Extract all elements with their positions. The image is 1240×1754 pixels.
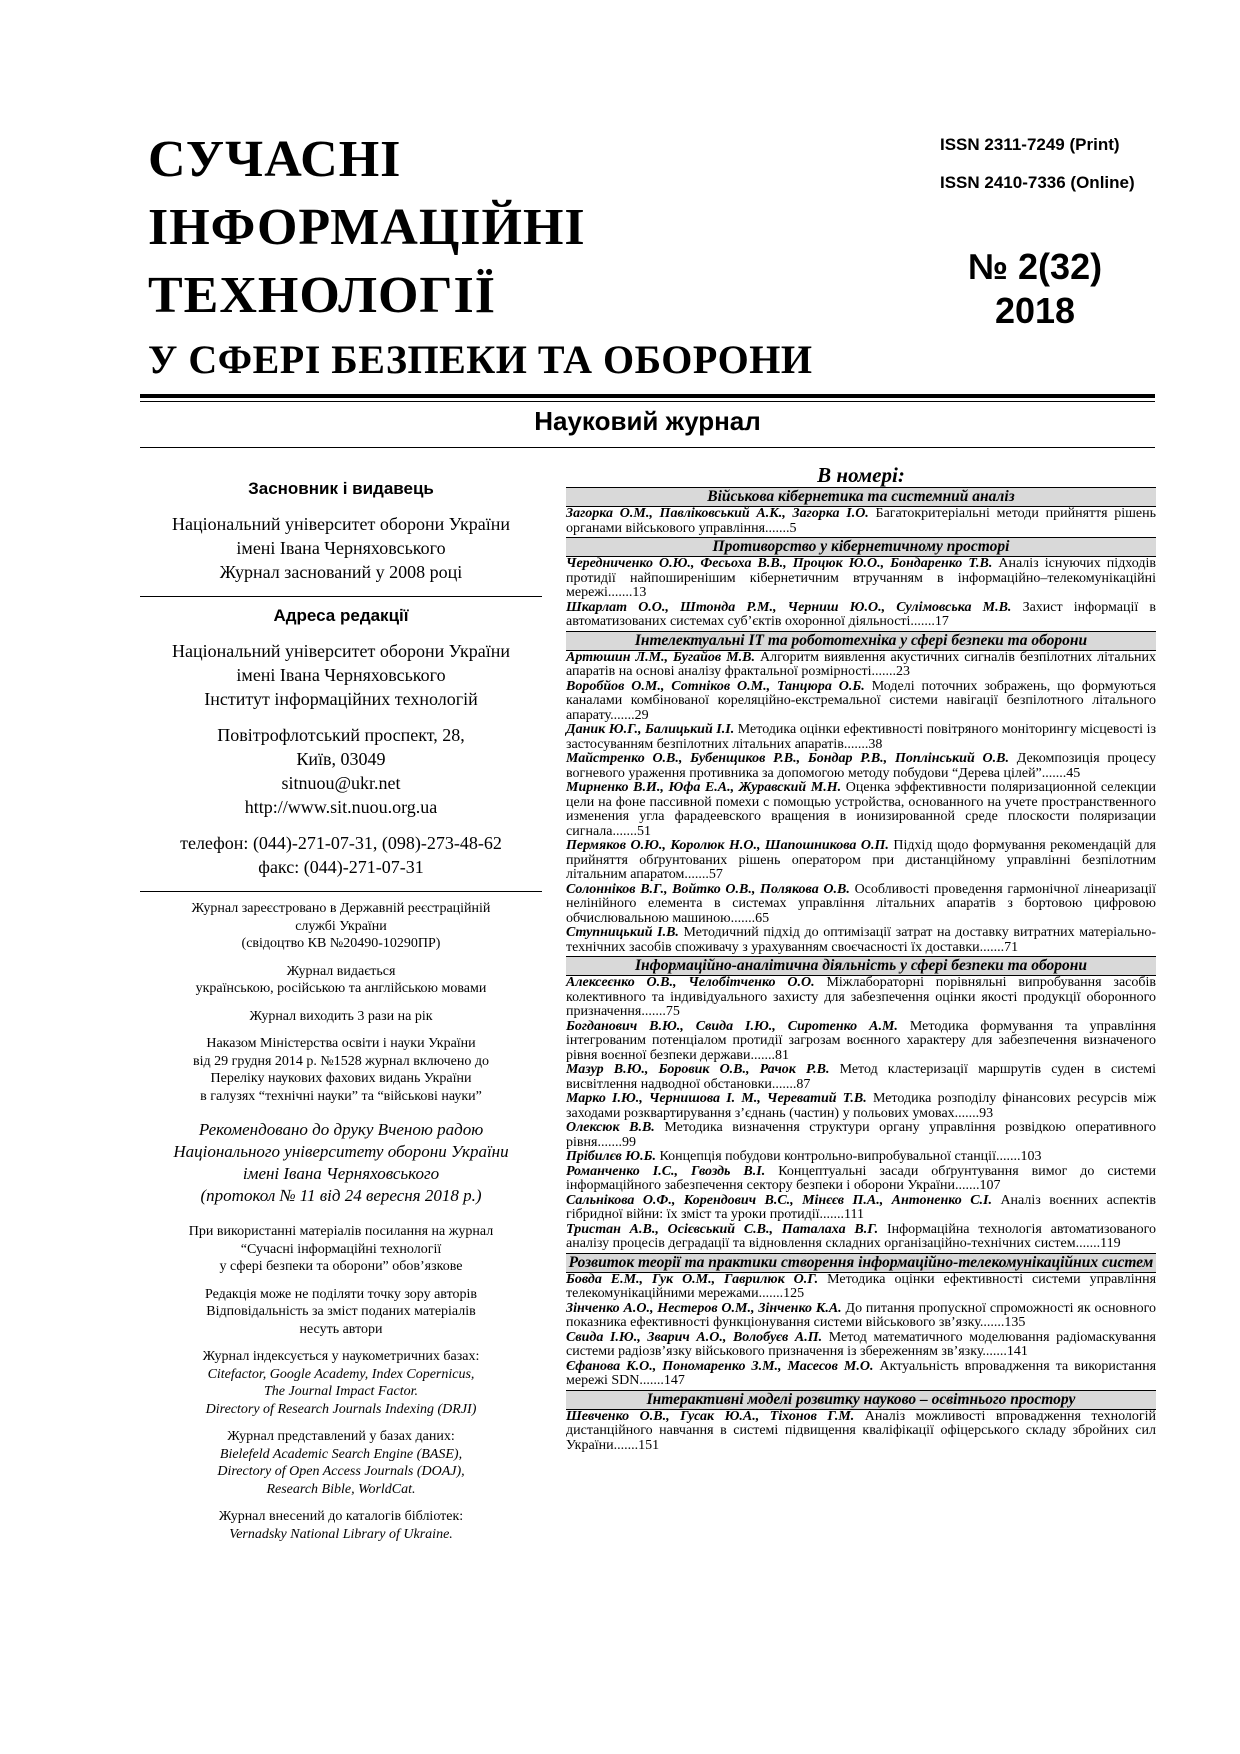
catalog-line: Vernadsky National Library of Ukraine. (229, 1526, 453, 1542)
ministry-order-line: Переліку наукових фахових видань України (210, 1071, 472, 1086)
toc-section-heading: Інформаційно-аналітична діяльність у сфері безпеки та оборони (566, 956, 1156, 976)
toc-entry-authors: Богданович В.Ю., Свида І.Ю., Сиротенко А.М. (566, 1018, 898, 1034)
journal-type-label: Науковий журнал (534, 406, 761, 436)
toc-entry[interactable] (566, 1150, 1156, 1165)
toc-entry-leader: ....... (910, 614, 935, 629)
citation-note (140, 1223, 542, 1276)
toc-entry-leader: ....... (641, 1004, 666, 1019)
toc-entry[interactable] (566, 1020, 1156, 1064)
toc-entry-title: Концептуальні засади обґрунтування вимог до системи інформаційного забезпечення сектору безпеки і оборони України (566, 1163, 1157, 1193)
toc-section-heading: Інтерактивні моделі розвитку науково – освітнього простору (566, 1390, 1156, 1410)
languages-line: Журнал видається (286, 963, 396, 979)
toc-entry-page: 75 (665, 1004, 680, 1019)
issn-print: ISSN 2311-7249 (Print) (940, 135, 1120, 154)
toc-entry-authors: Мирненко В.И., Юфа Е.А., Журавский М.Н. (566, 780, 842, 795)
recommendation-line: Національного університету оборони України (173, 1142, 509, 1161)
toc-entry-title: Метод математичного моделювання радіомаскування системи радіозв’язку військового призначення із збереженням зв’язку (566, 1329, 1156, 1359)
citation-line: у сфері безпеки та оборони” обов’язкове (219, 1259, 463, 1274)
toc-entry-page: 93 (979, 1105, 994, 1121)
toc-entry-authors: Даник Ю.Г., Балицький І.І. (566, 722, 735, 737)
toc-entry-page: 125 (783, 1286, 805, 1301)
toc-entry-page: 57 (708, 867, 723, 882)
toc-entry-leader: ....... (613, 1437, 639, 1453)
toc-entry-authors: Сальнікова О.Ф., Корендович В.С., Мінєєв П.А., Антоненко С.І. (566, 1192, 992, 1208)
toc-entry-page: 103 (1020, 1149, 1042, 1164)
toc-entry-leader: ....... (954, 1105, 980, 1121)
toc-entry[interactable] (566, 883, 1156, 927)
toc-entry-leader: ....... (765, 520, 790, 536)
indexing-line: Citefactor, Google Academy, Index Copernicus, (207, 1366, 475, 1382)
toc-entry-title: Методика оцінки ефективності системи управління телекомунікаційними мережами (566, 1271, 1157, 1301)
toc-section-heading: Противорство у кібернетичному просторі (566, 537, 1156, 557)
fax-line: факс: (044)-271-07-31 (258, 857, 424, 877)
toc-entry-title: Оценка эффективности поляризационной селекции цели на фоне пассивной помехи с помощью устройства, основанного на учете пространственного изменения угла фарадеевского вращения в ионизированной среде плоскости поляризации сигнала (566, 780, 1157, 839)
registration-note (140, 900, 542, 953)
toc-entry-title: Особливості проведення гармонічної лінеаризації нелінійного елемента в системах управління літальних апаратів з бортовою цифровою обчислювальною машиною (566, 881, 1156, 926)
toc-entry[interactable] (566, 723, 1156, 752)
founder-heading: Засновник і видавець (248, 479, 434, 498)
databases-intro: Журнал представлений у базах даних: (227, 1429, 455, 1444)
phone-line: телефон: (044)-271-07-31, (098)-273-48-62 (180, 833, 502, 853)
founder-line: імені Івана Черняховського (236, 538, 446, 558)
toc-entry-leader: ....... (1041, 765, 1067, 781)
toc-entry-page: 87 (796, 1076, 811, 1092)
toc-entry-title: Багатокритеріальні методи прийняття рішень органами військового управління (566, 506, 1156, 536)
toc-entry-page: 5 (789, 520, 797, 536)
registration-line: службі України (295, 918, 387, 934)
toc-section-heading: Інтелектуальні ІТ та робототехніка у сфері безпеки та оборони (566, 631, 1156, 651)
toc-section-heading: Розвиток теорії та практики створення інформаційно-телекомунікаційних систем (566, 1253, 1156, 1273)
toc-entry-leader: ....... (979, 1315, 1005, 1330)
recommendation-note (140, 1119, 542, 1207)
toc-entry-title: Метод кластеризації маршрутів суден в системі висвітлення надводної обстановки (566, 1062, 1157, 1092)
catalog-intro: Журнал внесений до каталогів бібліотек: (218, 1509, 464, 1524)
ministry-order-note (140, 1035, 542, 1105)
toc-entry-leader: ....... (750, 1047, 776, 1063)
toc-entry-title: Методичний підхід до оптимізації затрат на доставку витратних матеріально-технічних засобів споживачу з урахуванням своєчасності їх доставки (566, 925, 1157, 955)
toc-entry-leader: ....... (1075, 1236, 1101, 1251)
left-divider (140, 596, 542, 597)
toc-entry-page: 38 (868, 736, 883, 752)
founder-line: Національний університет оборони України (172, 514, 510, 534)
toc-entry-leader: ....... (843, 736, 869, 752)
toc-entry-page: 135 (1004, 1315, 1026, 1330)
databases-note (140, 1428, 542, 1498)
toc-entry-title: Методика оцінки ефективності повітряного моніторингу місцевості із застосуванням безпілотних літальних апаратів (566, 722, 1156, 752)
toc-entry-title: Методика визначення структури органу управління розвідкою оперативного рівня (566, 1120, 1156, 1150)
toc-entry-authors: Майстренко О.В., Бубенщиков Р.В., Бондар Р.В., Поплінський О.В. (566, 751, 1009, 766)
email-link[interactable]: sitnuou@ukr.net (281, 773, 401, 793)
disclaimer-note (140, 1286, 542, 1339)
recommendation-line: імені Івана Черняховського (242, 1164, 440, 1183)
toc-entry-title: Інформаційна технологія автоматизованого аналізу процесів деградації та відновлення складних організаційно-технічних систем (566, 1221, 1156, 1251)
citation-line: При використанні матеріалів посилання на журнал (188, 1224, 494, 1239)
toc-entry-authors: Шкарлат О.О., Штонда Р.М., Черниш Ю.О., Сулімовська М.В. (566, 599, 1012, 615)
indexing-line: The Journal Impact Factor. (264, 1384, 418, 1399)
toc-entry-page: 65 (755, 910, 770, 926)
toc-entry-authors: Ступницький І.В. (566, 925, 679, 940)
toc-entry-authors: Алексеєнко О.В., Челобітченко О.О. (566, 975, 815, 990)
toc-entry-page: 13 (632, 585, 647, 600)
toc-entry-authors: Єфанова К.О., Пономаренко З.М., Масесов М.О. (566, 1358, 874, 1374)
toc-section-heading: Військова кібернетика та системний аналіз (566, 487, 1156, 507)
issn-block (940, 126, 1135, 202)
toc-entry[interactable] (566, 839, 1156, 883)
toc-entry-page: 107 (979, 1178, 1001, 1193)
left-column (140, 470, 542, 1553)
toc-entry-leader: ....... (982, 1344, 1007, 1359)
toc-entry[interactable] (566, 752, 1156, 781)
toc-entry-leader: ....... (979, 939, 1005, 955)
toc-entry-page: 151 (638, 1437, 660, 1453)
registration-line: (свідоцтво КВ №20490-10290ПР) (241, 936, 441, 951)
toc-entry-title: Міжлабораторні порівняльні випробування засобів колективного та індивідуального захисту для забезпечення оцінки якості продукції оборонного призначення (566, 975, 1157, 1019)
editorial-org-line: імені Івана Черняховського (236, 665, 446, 685)
editorial-heading: Адреса редакції (273, 606, 409, 625)
toc-entry-page: 23 (896, 664, 911, 679)
toc-entry-leader: ....... (771, 1076, 797, 1092)
toc-entry[interactable] (566, 507, 1156, 536)
toc-entry-page: 51 (636, 823, 651, 839)
toc-entry[interactable] (566, 1410, 1156, 1454)
journal-title-line-3: ТЕХНОЛОГІЇ (148, 267, 496, 324)
languages-note (140, 963, 542, 998)
ministry-order-line: Наказом Міністерства освіти і науки України (206, 1036, 476, 1051)
toc-entry-leader: ....... (607, 585, 633, 600)
toc-entry[interactable] (566, 1302, 1156, 1331)
toc-entry-leader: ....... (612, 823, 637, 839)
address-line: Київ, 03049 (296, 749, 386, 769)
indexing-line: Directory of Research Journals Indexing (DRJI) (205, 1401, 477, 1417)
recommendation-line: (протокол № 11 від 24 вересня 2018 р.) (200, 1186, 482, 1205)
toc-entry-page: 29 (634, 707, 649, 723)
toc-entry-authors: Мазур В.Ю., Боровик О.В., Рачок Р.В. (566, 1062, 830, 1077)
toc-entry-leader: ....... (758, 1286, 784, 1301)
toc-entry-leader: ....... (684, 867, 709, 882)
toc-entry-authors: Загорка О.М., Павліковський А.К., Загорка І.О. (566, 506, 869, 521)
toc-entry-title: Актуальність впровадження та використання мережі SDN (566, 1358, 1157, 1388)
toc-body (566, 487, 1156, 1453)
toc-entry-leader: ....... (871, 664, 897, 679)
toc-entry[interactable] (566, 1273, 1156, 1302)
website-link[interactable]: http://www.sit.nuou.org.ua (244, 797, 438, 817)
toc-entry-leader: ....... (819, 1207, 845, 1222)
toc-entry-authors: Тристан А.В., Осієвський С.В., Паталаха В.Г. (566, 1221, 879, 1237)
journal-title-block (148, 126, 812, 384)
toc-entry-authors: Воробйов О.М., Сотніков О.М., Танцюра О.Б. (566, 678, 865, 694)
toc-entry-authors: Зінченко А.О., Нестеров О.М., Зінченко К.А. (566, 1300, 842, 1316)
issue-year: 2018 (994, 290, 1076, 331)
header-rule-thick (140, 394, 1155, 398)
toc-entry-title: Декомпозиція процесу вогневого ураження противника за допомогою методу побудови “Дерева цілей” (566, 751, 1157, 781)
toc-entry[interactable] (566, 1092, 1156, 1121)
languages-line: українською, російською та англійською мовами (195, 981, 487, 996)
toc-entry-authors: Романченко І.С., Гвоздь В.І. (566, 1163, 766, 1179)
editorial-org-line: Інститут інформаційних технологій (204, 689, 478, 709)
issn-online: ISSN 2410-7336 (Online) (940, 173, 1135, 192)
journal-title-line-2: ІНФОРМАЦІЙНІ (148, 199, 586, 256)
toc-entry-authors: Бовда Е.М., Гук О.М., Гаврилюк О.Г. (566, 1271, 819, 1287)
toc-title: В номері: (817, 463, 905, 487)
toc-entry-leader: ....... (597, 1134, 622, 1150)
left-divider (140, 891, 542, 892)
indexing-intro: Журнал індексується у наукометричних базах: (202, 1349, 480, 1364)
journal-title-line-1: СУЧАСНІ (148, 131, 402, 188)
toc-entry-authors: Свида І.Ю., Зварич А.О., Волобуєв А.П. (566, 1329, 823, 1345)
toc-entry[interactable] (566, 651, 1156, 680)
toc-entry-authors: Солонніков В.Г., Войтко О.В., Полякова О.В. (566, 881, 850, 897)
toc-entry-authors: Чередниченко О.Ю., Фесьоха В.В., Процюк Ю.О., Бондаренко Т.В. (566, 556, 993, 571)
toc-entry[interactable] (566, 1194, 1156, 1223)
toc-entry-title: Алгоритм виявлення акустичних сигналів безпілотних літальних апаратів на основі аналізу фрактальної розмірності (566, 649, 1157, 679)
toc-entry-page: 99 (621, 1134, 636, 1150)
recommendation-line: Рекомендовано до друку Вченою радою (198, 1120, 484, 1139)
toc-entry[interactable] (566, 1063, 1156, 1092)
editorial-org-line: Національний університет оборони України (172, 641, 510, 661)
toc-entry-title: Аналіз можливості впровадження технологій дистанційного навчання в системі підвищення кваліфікації офіцерського складу збройних сил України (566, 1408, 1156, 1453)
toc-entry-leader: ....... (995, 1149, 1021, 1164)
toc-entry-page: 45 (1066, 765, 1081, 781)
toc-entry-authors: Пермяков О.Ю., Королюк Н.О., Шапошникова О.П. (566, 838, 889, 853)
databases-line: Bielefeld Academic Search Engine (BASE), (219, 1446, 463, 1462)
toc-entry[interactable] (566, 976, 1156, 1020)
toc-entry[interactable] (566, 1223, 1156, 1252)
journal-subtitle: У СФЕРІ БЕЗПЕКИ ТА ОБОРОНИ (148, 337, 813, 382)
toc-entry-page: 17 (934, 614, 949, 629)
toc-entry-page: 141 (1006, 1344, 1028, 1359)
toc-entry-page: 111 (844, 1207, 865, 1222)
toc-entry-title: Аналіз існуючих підходів протидії найпоширенішим кібернетичним втручанням в інформаційно–телекомунікаційні мережі (566, 556, 1156, 600)
toc-entry-authors: Олексюк В.В. (566, 1120, 655, 1135)
toc-entry-leader: ....... (610, 707, 635, 723)
ministry-order-line: від 29 грудня 2014 р. №1528 журнал включено до (193, 1053, 489, 1069)
toc-entry-title: Методика розподілу фінансових ресурсів між заходами розквартирування з’єднань (частин) у польових умовах (566, 1091, 1157, 1121)
toc-entry[interactable] (566, 1331, 1156, 1360)
disclaimer-line: Відповідальність за зміст поданих матеріалів (206, 1304, 476, 1319)
toc-entry-title: Аналіз воєнних аспектів гібридної війни: їх зміст та уроки протидії (566, 1192, 1157, 1222)
indexing-note (140, 1348, 542, 1418)
disclaimer-line: несуть автори (299, 1321, 383, 1337)
table-of-contents (566, 464, 1156, 1453)
frequency-note: Журнал виходить 3 рази на рік (249, 1008, 433, 1024)
toc-entry-title: Методика формування та управління інтегрованим потенціалом протидії загрозам воєнного характеру для забезпечення визначеного рівня воєнної безпеки держави (566, 1018, 1156, 1063)
catalog-note (140, 1508, 542, 1543)
toc-entry[interactable] (566, 601, 1156, 630)
toc-entry-authors: Шевченко О.В., Гусак Ю.А., Тіхонов Г.М. (566, 1408, 855, 1424)
toc-entry-authors: Марко І.Ю., Чернишова І. М., Череватий Т.В. (566, 1091, 867, 1106)
disclaimer-line: Редакція може не поділяти точку зору авторів (204, 1286, 478, 1302)
toc-entry-title: Захист інформації в автоматизованих системах суб’єктів охоронної діяльності (566, 599, 1157, 629)
toc-entry-title: До питання пропускної спроможності як основного показника ефективності функціонування системи військового зв’язку (566, 1300, 1157, 1330)
toc-entry-page: 147 (663, 1373, 685, 1388)
toc-entry-page: 119 (1100, 1236, 1121, 1251)
citation-line: “Сучасні інформаційні технології (240, 1241, 442, 1257)
toc-entry-title: Концепція побудови контрольно-випробувальної станції (659, 1149, 996, 1164)
toc-entry[interactable] (566, 1165, 1156, 1194)
toc-entry-page: 81 (775, 1047, 790, 1063)
ministry-order-line: в галузях “технічні науки” та “військові науки” (200, 1088, 482, 1104)
toc-entry[interactable] (566, 680, 1156, 724)
toc-entry-title: Підхід щодо формування рекомендацій для прийняття обґрунтованих рішень оператором при дистанційному управлінні безпілотним літальним апаратом (566, 838, 1156, 882)
header-rule-bottom (140, 447, 1155, 448)
issue-block (960, 245, 1110, 333)
toc-entry-leader: ....... (955, 1178, 980, 1193)
toc-entry[interactable] (566, 1360, 1156, 1389)
toc-entry-page: 71 (1004, 939, 1019, 955)
toc-entry[interactable] (566, 781, 1156, 839)
toc-entry-title: Моделі поточних зображень, що формуються каналами комбінованої кореляційно-екстремальної системи навігації безпілотного літального апарату (566, 678, 1157, 723)
toc-entry[interactable] (566, 557, 1156, 601)
toc-entry-leader: ....... (639, 1373, 664, 1388)
toc-entry[interactable] (566, 1121, 1156, 1150)
toc-entry[interactable] (566, 926, 1156, 955)
issue-number: № 2(32) (967, 246, 1103, 287)
founder-line: Журнал заснований у 2008 році (219, 562, 463, 582)
toc-entry-leader: ....... (730, 910, 756, 926)
databases-line: Directory of Open Access Journals (DOAJ), (217, 1464, 465, 1479)
registration-line: Журнал зареєстровано в Державній реєстраційній (191, 901, 491, 916)
address-line: Повітрофлотський проспект, 28, (217, 725, 465, 745)
toc-entry-authors: Прібилєв Ю.Б. (566, 1149, 656, 1164)
toc-entry-authors: Артюшин Л.М., Бугайов М.В. (566, 649, 755, 665)
databases-line: Research Bible, WorldCat. (266, 1481, 416, 1497)
